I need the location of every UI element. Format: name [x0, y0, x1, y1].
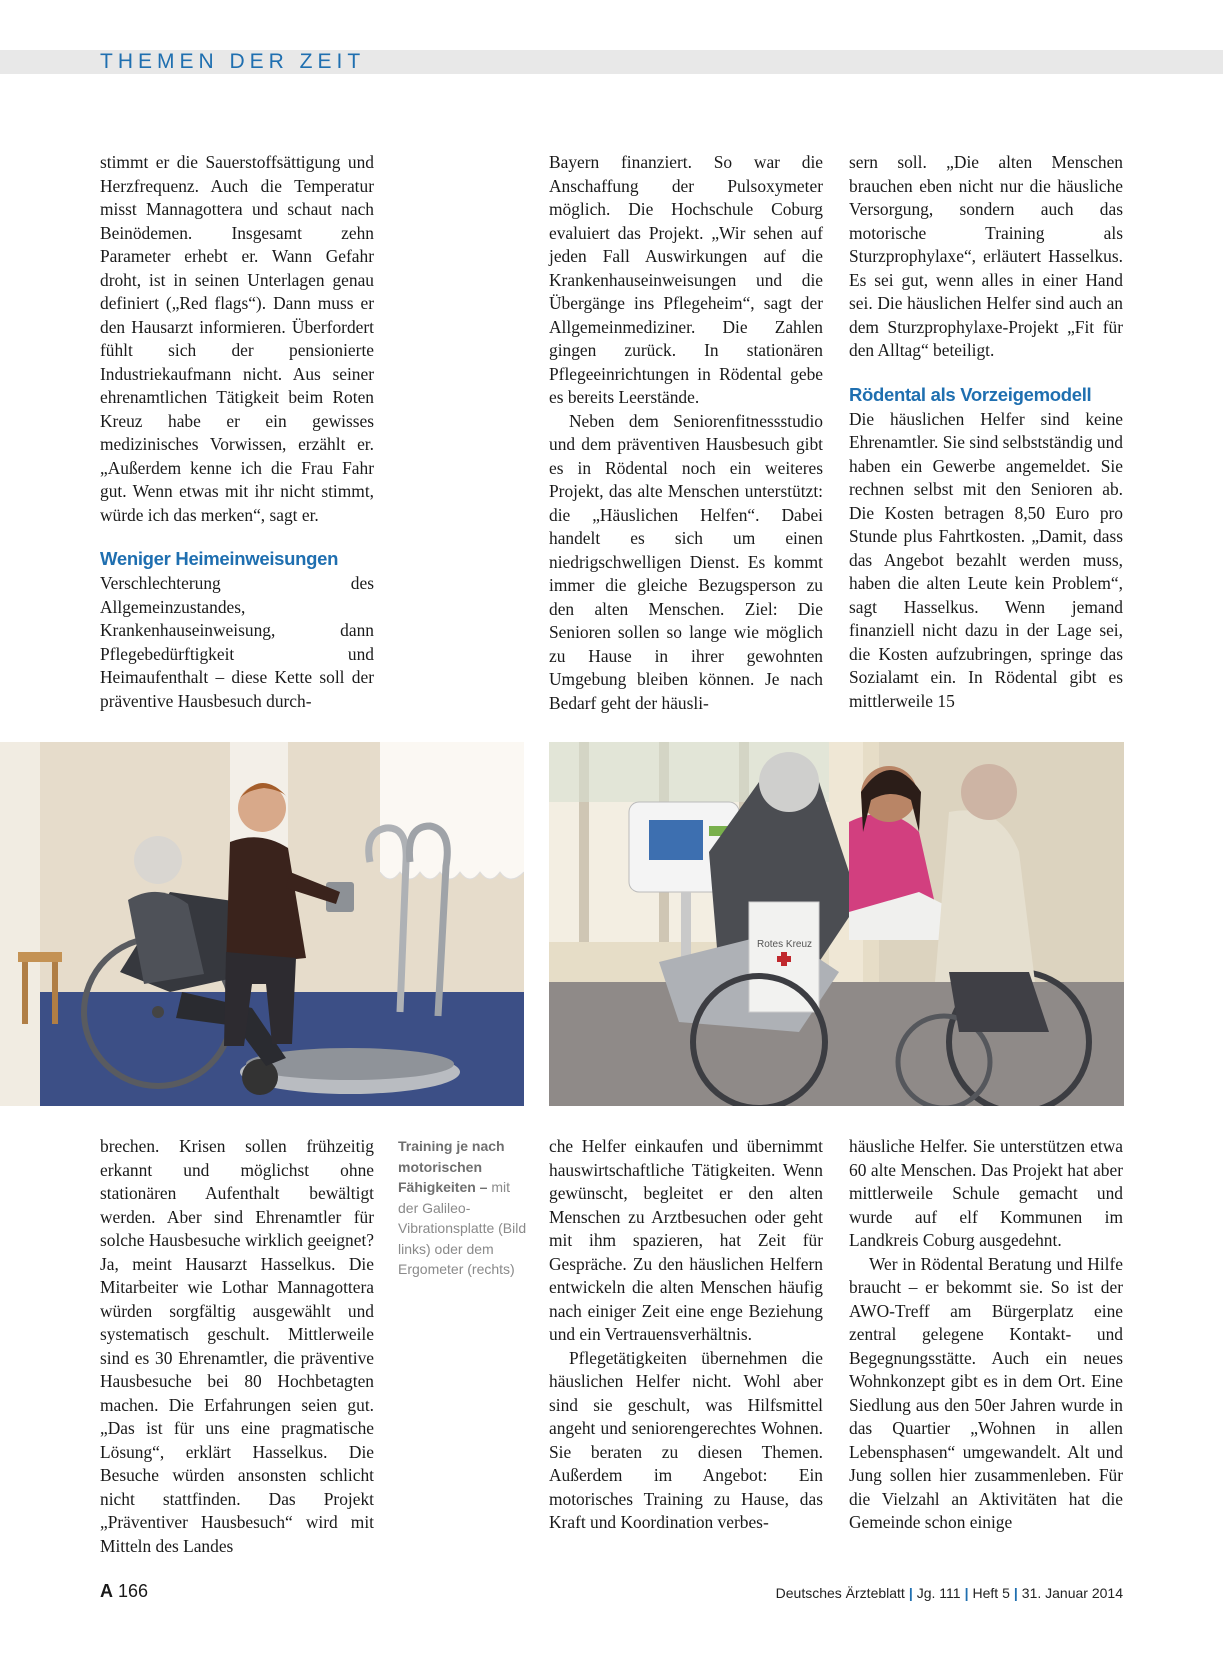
paragraph: Neben dem Seniorenfitnessstudio und dem präventiven Hausbesuch gibt es in Rödental noch ein weiteres Projekt, das alte Menschen unterstützt: die „Häuslichen Helfen“. Dabei handelt es sich um einen niedrigschwelligen Dienst. Es kommt immer die gleiche Bezugsperson zu den alten Menschen. Ziel: Die Senioren sollen so lange wie möglich zu Hause in ihrer gewohnten Umgebung bleiben können. Je nach Bedarf geht der häusli-	[549, 410, 823, 713]
caption-title: Training je nach motorischen Fähigkeiten –	[398, 1138, 505, 1195]
paragraph: stimmt er die Sauerstoffsättigung und Herzfrequenz. Auch die Temperatur misst Mannagottera und schaut nach Beinödemen. Insgesamt zehn Parameter erhebt er. Wann Gefahr droht, ist in seinen Unterlagen genau definiert („Red flags“). Dann muss er den Hausarzt informieren. Überfordert fühlt sich der pensionierte Industriekaufmann nicht. Aus seiner ehrenamtlichen Tätigkeit beim Roten Kreuz habe er ein gewisses medizinisches Vorwissen, erzählt er. „Außerdem kenne ich die Frau Fahr gut. Wenn etwas mit ihr nicht stimmt, würde ich das merken“, sagt er.	[100, 152, 374, 525]
paragraph: brechen. Krisen sollen frühzeitig erkannt und möglichst ohne stationären Aufenthalt bewältigt werden. Aber sind Ehrenamtler für solche Hausbesuche wirklich geeignet? Ja, meint Hausarzt Hasselkus. Die Mitarbeiter wie Lothar Mannagottera würden sorgfältig ausgewählt und systematisch geschult. Mittlerweile sind es 30 Ehrenamtler, die präventive Hausbesuche bei 80 Hochbetagten machen. Die Erfahrungen seien gut. „Das ist für uns eine pragmatische Lösung“, erklärt Hasselkus. Die Besuche würden ansonsten schlicht nicht stattfinden. Das Projekt „Präventiver Hausbesuch“ wird mit Mitteln des Landes	[100, 1136, 374, 1556]
photo-ergometer-illustration	[549, 742, 1124, 1106]
journal-name: Deutsches Ärzteblatt	[775, 1585, 905, 1601]
bottom-column-3	[849, 1135, 1123, 1535]
paragraph: Bayern finanziert. So war die Anschaffung der Pulsoxymeter möglich. Die Hochschule Coburg evaluiert das Projekt. „Wir sehen auf jeden Fall Auswirkungen auf die Krankenhauseinweisungen und die Übergänge ins Pflegeheim“, sagt der Allgemeinmediziner. Die Zahlen gingen zurück. In stationären Pflegeeinrichtungen in Rödental gebe es bereits Leerstände.	[549, 152, 823, 407]
top-column-1	[100, 151, 374, 713]
page-number-value: 166	[118, 1581, 149, 1601]
paragraph: che Helfer einkaufen und übernimmt hauswirtschaftliche Tätigkeiten. Wenn gewünscht, begleitet er den alten Menschen zu Arztbesuchen oder geht mit ihm spazieren, hat Zeit für Gespräche. Zu den häuslichen Helfern entwickeln die alten Menschen häufig nach einiger Zeit eine enge Beziehung und ein Vertrauensverhältnis.	[549, 1136, 823, 1344]
journal-info: Deutsches Ärzteblatt | Jg. 111 | Heft 5 | 31. Januar 2014	[775, 1585, 1123, 1601]
journal-date: 31. Januar 2014	[1021, 1585, 1123, 1601]
bottom-column-1	[100, 1135, 374, 1558]
paragraph: Verschlechterung des Allgemeinzustandes, Krankenhauseinweisung, dann Pflegebedürftigkeit und Heimaufenthalt – diese Kette soll der präventive Hausbesuch durch-	[100, 573, 374, 711]
caption-text: mit der Galileo-Vibrationsplatte (Bild links) oder dem Ergometer (rechts)	[398, 1179, 527, 1277]
photo-vibration-plate	[0, 742, 524, 1106]
journal-volume: Jg. 111	[916, 1585, 961, 1601]
top-column-3	[849, 151, 1123, 713]
photo-vibration-plate-illustration	[0, 742, 524, 1106]
bottom-column-2	[549, 1135, 823, 1535]
section-title: THEMEN DER ZEIT	[100, 50, 366, 73]
subheading: Rödental als Vorzeigemodell	[849, 383, 1092, 405]
photo-ergometer	[549, 742, 1124, 1106]
subheading: Weniger Heimeinweisungen	[100, 548, 339, 569]
page-number	[100, 1581, 148, 1602]
paragraph: häusliche Helfer. Sie unterstützen etwa 60 alte Menschen. Das Projekt hat aber mittlerweile Schule gemacht und wurde auf elf Kommunen im Landkreis Coburg ausgedehnt.	[849, 1136, 1123, 1250]
paragraph: Pflegetätigkeiten übernehmen die häuslichen Helfer nicht. Wohl aber sind sie geschult, was Hilfsmittel angeht und seniorengerechtes Wohnen. Sie beraten zu diesen Themen. Außerdem im Angebot: Ein motorisches Training zu Hause, das Kraft und Koordination verbes-	[549, 1347, 823, 1532]
bag-text: Rotes Kreuz	[757, 939, 813, 950]
paragraph: Wer in Rödental Beratung und Hilfe braucht – er bekommt sie. So ist der AWO-Treff am Bürgerplatz eine zentral gelegene Kontakt- und Begegnungsstätte. Auch ein neues Wohnkonzept gibt es in dem Ort. Eine Siedlung aus den 50er Jahren wurde in das Quartier „Wohnen in allen Lebensphasen“ umgewandelt. Alt und Jung sollen hier zusammenleben. Für die Vielzahl an Aktivitäten hat die Gemeinde schon einige	[849, 1253, 1123, 1532]
paragraph: Die häuslichen Helfer sind keine Ehrenamtler. Sie sind selbstständig und haben ein Gewerbe angemeldet. Sie rechnen selbst mit den Senioren ab. Die Kosten betragen 8,50 Euro pro Stunde plus Fahrtkosten. „Damit, dass das Angebot bezahlt werden muss, haben die alten Leute kein Problem“, sagt Hasselkus. Wenn jemand finanziell nicht dazu in der Lage sei, die Kosten aufzubringen, springe das Sozialamt ein. In Rödental gibt es mittlerweile 15	[849, 408, 1123, 711]
page-prefix: A	[100, 1581, 113, 1601]
journal-issue: Heft 5	[972, 1585, 1010, 1601]
paragraph: sern soll. „Die alten Menschen brauchen eben nicht nur die häusliche Versorgung, sondern auch das motorische Training als Sturzprophylaxe“, erläutert Hasselkus. Es sei gut, wenn alles in einer Hand sei. Die häuslichen Helfer sind auch an dem Sturzprophylaxe-Projekt „Fit für den Alltag“ beteiligt.	[849, 152, 1123, 360]
top-column-2	[549, 151, 823, 715]
figure-caption	[398, 1136, 528, 1280]
